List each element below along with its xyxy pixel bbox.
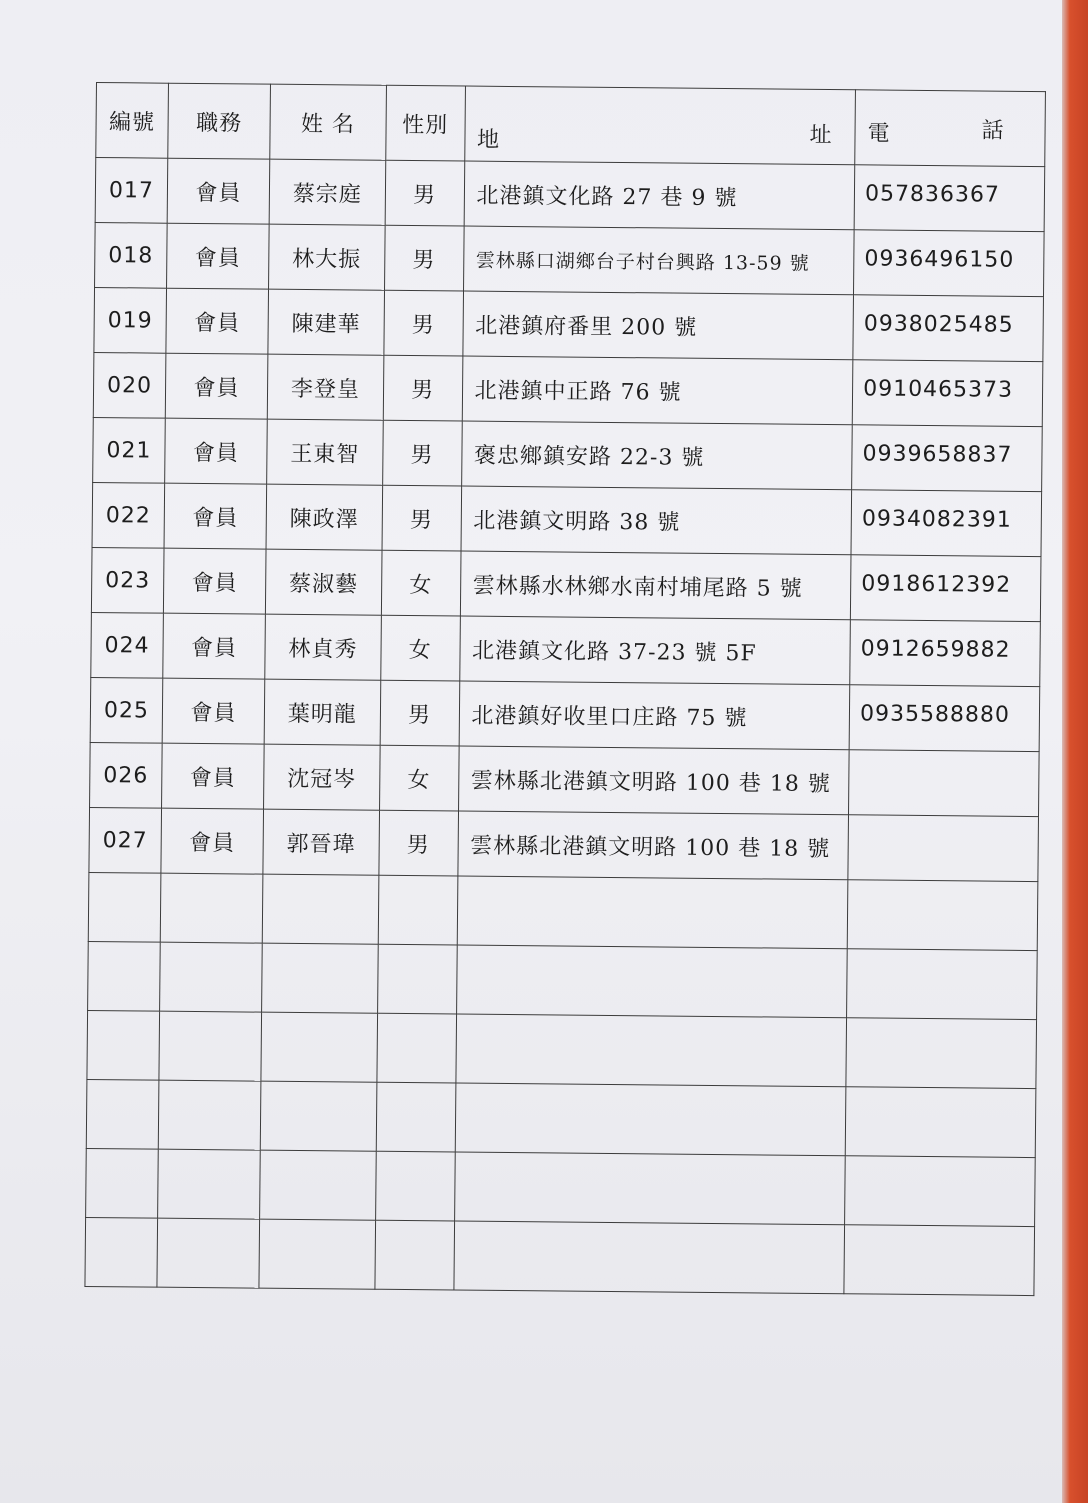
table-header-row: [96, 83, 1046, 167]
cell-number: 017: [95, 158, 168, 224]
cell-address: 北港鎮文明路 38 號: [461, 486, 852, 555]
cell-gender: 男: [382, 420, 462, 486]
cell-name: 林貞秀: [265, 614, 381, 680]
cell-role: 會員: [165, 418, 268, 484]
header-address-left: 地: [476, 127, 501, 153]
cell-address: 北港鎮文化路 37-23 號 5F: [459, 616, 850, 685]
cell-name: 李登皇: [267, 354, 383, 420]
empty-row: [86, 1079, 1036, 1157]
cell-phone: 0935588880: [849, 685, 1040, 752]
table-row: [91, 612, 1041, 686]
cell-name: 王東智: [267, 419, 383, 485]
empty-cell: [456, 945, 847, 1018]
header-role: 職務: [168, 83, 271, 159]
table-row: [90, 677, 1040, 751]
table-row: [92, 482, 1042, 556]
empty-cell: [377, 944, 457, 1014]
empty-cell: [262, 943, 378, 1013]
empty-cell: [160, 873, 263, 943]
cell-number: 018: [95, 222, 168, 288]
empty-cell: [375, 1151, 455, 1221]
empty-cell: [86, 1148, 159, 1218]
empty-cell: [846, 1018, 1037, 1089]
cell-number: 019: [94, 287, 167, 353]
cell-name: 蔡宗庭: [269, 159, 385, 225]
cell-number: 020: [93, 352, 166, 418]
cell-phone: 0912659882: [850, 620, 1041, 687]
cell-name: 郭晉瑋: [263, 809, 379, 875]
cell-gender: 男: [380, 680, 460, 746]
cell-gender: 男: [382, 485, 462, 551]
header-address-right: 址: [809, 122, 833, 149]
table-row: [95, 222, 1045, 296]
table-row: [90, 742, 1040, 816]
empty-cell: [158, 1149, 261, 1219]
cell-role: 會員: [167, 223, 270, 289]
paper-edge-background: [1060, 0, 1088, 1503]
cell-number: 027: [89, 807, 162, 873]
cell-address: 雲林縣北港鎮文明路 100 巷 18 號: [458, 746, 849, 815]
empty-cell: [845, 1156, 1036, 1227]
header-phone: [855, 90, 1046, 167]
header-gender: 性別: [385, 85, 465, 161]
cell-number: 026: [90, 742, 163, 808]
cell-role: 會員: [161, 808, 264, 874]
empty-cell: [457, 876, 848, 949]
cell-gender: 男: [384, 290, 464, 356]
empty-row: [88, 872, 1038, 950]
cell-address: 雲林縣北港鎮文明路 100 巷 18 號: [457, 811, 848, 880]
table-row: [93, 417, 1043, 491]
cell-role: 會員: [162, 743, 265, 809]
cell-number: 022: [92, 482, 165, 548]
empty-cell: [844, 1225, 1035, 1296]
cell-phone: 0910465373: [852, 360, 1043, 427]
cell-address: 北港鎮文化路 27 巷 9 號: [464, 161, 855, 230]
empty-cell: [376, 1082, 456, 1152]
empty-cell: [260, 1150, 376, 1220]
cell-address: 北港鎮府番里 200 號: [462, 291, 853, 360]
cell-name: 陳政澤: [266, 484, 382, 550]
empty-cell: [159, 1011, 262, 1081]
cell-address: 雲林縣水林鄉水南村埔尾路 5 號: [460, 551, 851, 620]
empty-cell: [262, 874, 378, 944]
cell-address: 北港鎮中正路 76 號: [462, 356, 853, 425]
empty-row: [86, 1148, 1036, 1226]
empty-row: [87, 1010, 1037, 1088]
cell-number: 023: [91, 547, 164, 613]
table-row: [89, 807, 1039, 881]
cell-gender: 女: [381, 550, 461, 616]
cell-phone: 0936496150: [854, 230, 1045, 297]
cell-name: 陳建華: [268, 289, 384, 355]
empty-cell: [378, 875, 458, 945]
header-phone-left: 電: [867, 121, 891, 147]
empty-cell: [455, 1014, 846, 1087]
empty-cell: [260, 1081, 376, 1151]
empty-row: [85, 1217, 1035, 1295]
cell-gender: 男: [379, 810, 459, 876]
header-number: 編號: [96, 83, 169, 159]
table-row: [95, 158, 1045, 232]
empty-cell: [847, 880, 1038, 951]
cell-role: 會員: [162, 678, 265, 744]
table-row: [94, 287, 1044, 361]
cell-role: 會員: [163, 613, 266, 679]
cell-phone: 0938025485: [853, 295, 1044, 362]
empty-cell: [86, 1079, 159, 1149]
cell-name: 沈冠岑: [264, 744, 380, 810]
empty-cell: [85, 1217, 158, 1287]
cell-number: 024: [91, 612, 164, 678]
empty-cell: [160, 942, 263, 1012]
empty-cell: [261, 1012, 377, 1082]
empty-cell: [455, 1083, 846, 1156]
cell-name: 林大振: [269, 224, 385, 290]
empty-cell: [454, 1152, 845, 1225]
cell-phone: [849, 750, 1040, 817]
empty-cell: [88, 872, 161, 942]
table-row: [93, 352, 1043, 426]
cell-role: 會員: [167, 158, 270, 224]
table-row: [91, 547, 1041, 621]
cell-role: 會員: [166, 288, 269, 354]
cell-phone: [848, 815, 1039, 882]
cell-number: 021: [93, 417, 166, 483]
cell-gender: 男: [384, 225, 464, 291]
cell-number: 025: [90, 677, 163, 743]
empty-cell: [158, 1080, 261, 1150]
empty-cell: [377, 1013, 457, 1083]
cell-address: 褒忠鄉鎮安路 22-3 號: [461, 421, 852, 490]
empty-cell: [88, 941, 161, 1011]
empty-cell: [847, 949, 1038, 1020]
empty-cell: [845, 1087, 1036, 1158]
cell-phone: 057836367: [854, 165, 1045, 232]
empty-cell: [375, 1220, 455, 1290]
cell-role: 會員: [164, 483, 267, 549]
cell-name: 葉明龍: [264, 679, 380, 745]
empty-cell: [453, 1221, 844, 1294]
cell-phone: 0934082391: [851, 490, 1042, 557]
header-phone-right: 話: [981, 118, 1005, 144]
empty-cell: [157, 1218, 260, 1288]
empty-cell: [87, 1010, 160, 1080]
empty-cell: [259, 1219, 375, 1289]
header-name: 姓 名: [270, 84, 386, 160]
cell-gender: 女: [379, 745, 459, 811]
cell-address: 北港鎮好收里口庄路 75 號: [459, 681, 850, 750]
empty-row: [88, 941, 1038, 1019]
header-address: [464, 86, 855, 165]
cell-phone: 0939658837: [852, 425, 1043, 492]
cell-role: 會員: [165, 353, 268, 419]
member-roster-table: [84, 82, 1046, 1296]
cell-address: 雲林縣口湖鄉台子村台興路 13-59 號: [463, 226, 854, 295]
cell-name: 蔡淑藝: [265, 549, 381, 615]
cell-phone: 0918612392: [850, 555, 1041, 622]
cell-role: 會員: [163, 548, 266, 614]
cell-gender: 男: [383, 355, 463, 421]
cell-gender: 男: [385, 160, 465, 226]
cell-gender: 女: [380, 615, 460, 681]
